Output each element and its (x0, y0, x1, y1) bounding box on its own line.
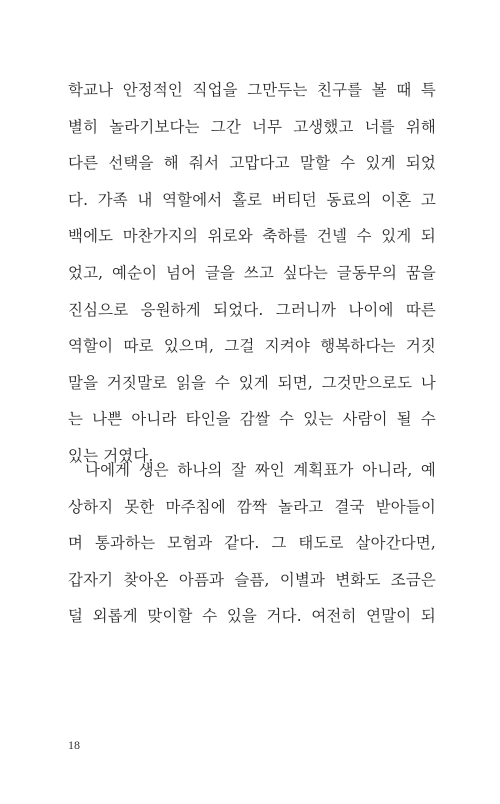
text-line: 는 나쁜 아니라 타인을 감쌀 수 있는 사람이 될 수 (68, 410, 436, 429)
text-line: 었고, 예순이 넘어 글을 쓰고 싶다는 글동무의 꿈을 (68, 263, 436, 282)
text-line: 다. 가족 내 역할에서 홀로 버티던 동료의 이혼 고 (68, 190, 436, 209)
paragraph-2 (68, 452, 436, 635)
text-line: 상하지 못한 마주침에 깜짝 놀라고 결국 받아들이 (68, 497, 436, 516)
text-line: 말을 거짓말로 읽을 수 있게 되면, 그것만으로도 나 (68, 373, 436, 392)
text-line: 며 통과하는 모험과 같다. 그 태도로 살아간다면, (68, 534, 436, 553)
text-line: 백에도 마찬가지의 위로와 축하를 건넬 수 있게 되 (68, 227, 436, 246)
paragraph-1 (68, 72, 436, 475)
text-line: 다른 선택을 해 줘서 고맙다고 말할 수 있게 되었 (68, 154, 436, 173)
text-line: 나에게 생은 하나의 잘 짜인 계획표가 아니라, 예 (68, 461, 436, 479)
text-line: 별히 놀라기보다는 그간 너무 고생했고 너를 위해 (68, 117, 436, 136)
text-line: 진심으로 응원하게 되었다. 그러니까 나이에 따른 (68, 300, 436, 319)
text-line: 학교나 안정적인 직업을 그만두는 친구를 볼 때 특 (68, 81, 436, 99)
text-line: 있는 거였다. (68, 446, 154, 465)
text-line: 갑자기 찾아온 아픔과 슬픔, 이별과 변화도 조금은 (68, 570, 436, 589)
text-line: 덜 외롭게 맞이할 수 있을 거다. 여전히 연말이 되 (68, 607, 436, 626)
text-line: 역할이 따로 있으며, 그걸 지켜야 행복하다는 거짓 (68, 337, 436, 356)
page-number: 18 (68, 738, 80, 752)
